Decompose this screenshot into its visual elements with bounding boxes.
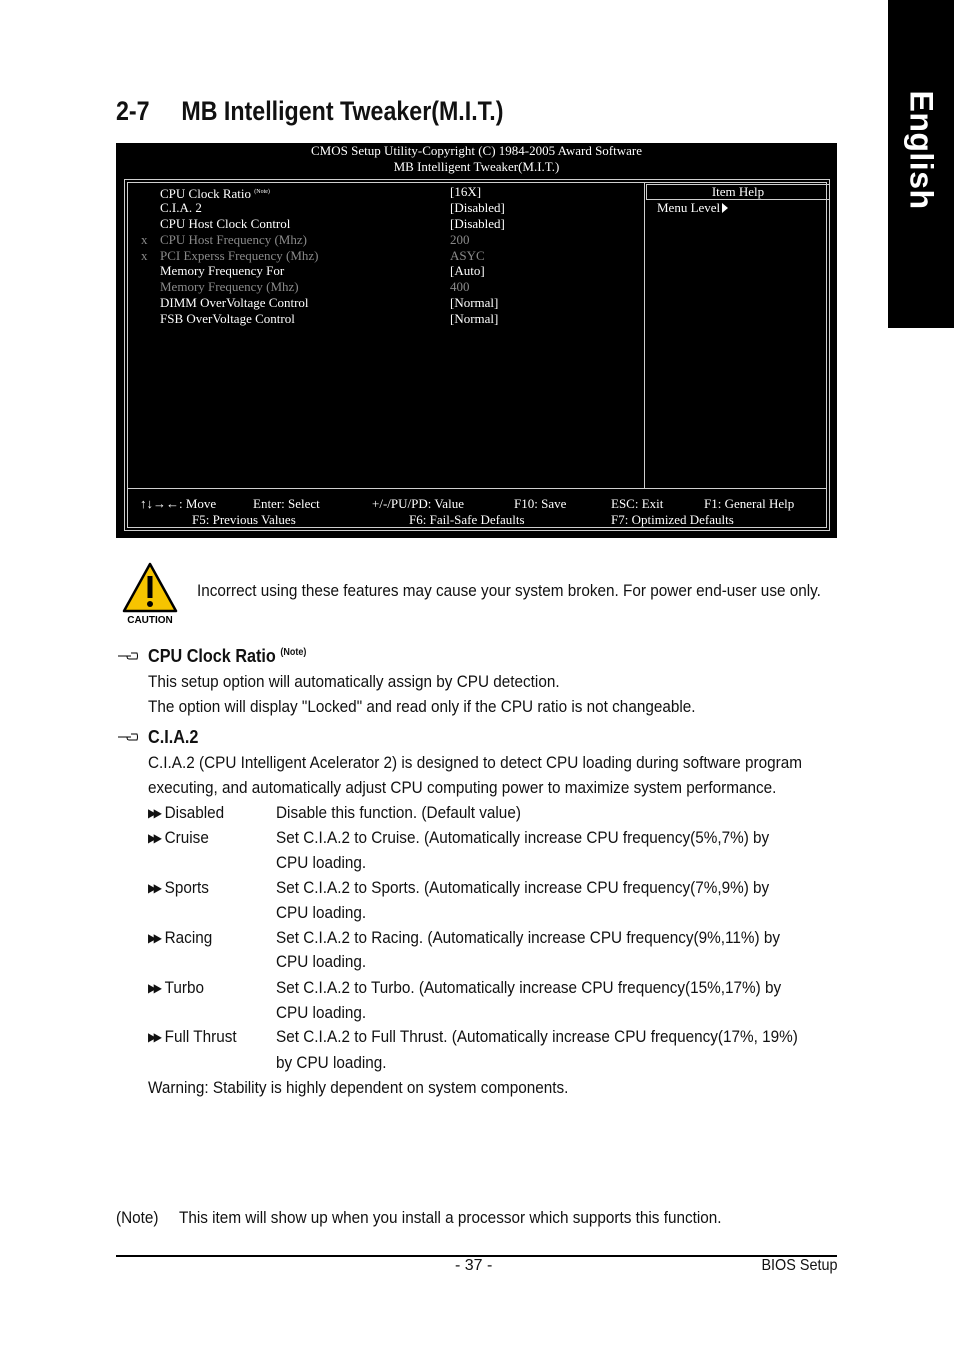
cia2-heading: C.I.A.2	[148, 727, 199, 747]
cpu-clock-ratio-line2: The option will display "Locked" and read only if the CPU ratio is not changeable.	[148, 697, 696, 716]
option-turbo	[148, 975, 204, 1001]
bios-row-label: CPU Host Frequency (Mhz)	[160, 232, 307, 247]
pointing-hand-icon	[117, 732, 139, 742]
option-racing-desc-cont: CPU loading.	[276, 952, 367, 971]
option-cruise-desc-cont: CPU loading.	[276, 853, 367, 872]
bios-row-disabled-mark: x	[141, 248, 148, 263]
bios-row-label-text: CPU Clock Ratio	[160, 186, 252, 201]
key-enter: Enter: Select	[253, 496, 320, 511]
option-full-thrust-desc: Set C.I.A.2 to Full Thrust. (Automatically increase CPU frequency(17%, 19%)	[276, 1027, 798, 1046]
bios-screen	[116, 143, 837, 538]
option-sports-desc-cont: CPU loading.	[276, 903, 367, 922]
bios-frame	[124, 179, 830, 531]
caution-icon	[122, 561, 178, 627]
section-title: MB Intelligent Tweaker(M.I.T.)	[181, 96, 504, 126]
bios-row-label: Memory Frequency For	[160, 263, 285, 278]
key-fail-safe-defaults: F6: Fail-Safe Defaults	[409, 512, 525, 527]
bios-row-label: Memory Frequency (Mhz)	[160, 279, 299, 294]
bios-row-note: (Note)	[254, 189, 270, 195]
bios-row-value: [Normal]	[450, 311, 499, 326]
key-previous-values: F5: Previous Values	[192, 512, 296, 527]
pointing-hand-icon	[117, 651, 139, 661]
bios-header-copyright: CMOS Setup Utility-Copyright (C) 1984-2005 Award Software	[310, 143, 642, 158]
option-cruise	[148, 825, 209, 851]
double-arrow-icon: ▶▶	[148, 831, 160, 845]
bios-row-value: [Disabled]	[450, 200, 505, 215]
option-full-thrust	[148, 1024, 237, 1050]
option-sports-desc: Set C.I.A.2 to Sports. (Automatically increase CPU frequency(7%,9%) by	[276, 878, 770, 897]
bios-row-value: [Normal]	[450, 295, 499, 310]
caution-icon-label: CAUTION	[127, 615, 173, 626]
option-name: Full Thrust	[164, 1027, 237, 1046]
bios-row-value: ASYC	[450, 248, 485, 263]
language-tab	[888, 0, 954, 328]
bios-row-value: [Auto]	[450, 263, 485, 278]
option-full-thrust-desc-cont: by CPU loading.	[276, 1053, 387, 1072]
option-name: Racing	[164, 928, 213, 947]
option-turbo-desc-cont: CPU loading.	[276, 1003, 367, 1022]
option-racing-desc: Set C.I.A.2 to Racing. (Automatically increase CPU frequency(9%,11%) by	[276, 928, 780, 947]
double-arrow-icon: ▶▶	[148, 981, 160, 995]
option-name: Disabled	[164, 803, 225, 822]
section-number: 2-7	[116, 96, 150, 126]
double-arrow-icon: ▶▶	[148, 931, 160, 945]
bios-header-title: MB Intelligent Tweaker(M.I.T.)	[393, 159, 560, 174]
page-title	[116, 96, 503, 127]
key-value: +/-/PU/PD: Value	[372, 496, 464, 511]
bios-row-value: [16X]	[450, 184, 482, 199]
bios-row-value: 200	[450, 232, 470, 247]
item-help-box: Item Help	[646, 184, 830, 200]
bios-row-label: PCI Experss Frequency (Mhz)	[160, 248, 319, 263]
menu-level	[657, 200, 728, 216]
key-save: F10: Save	[514, 496, 567, 511]
option-name: Cruise	[164, 828, 209, 847]
option-sports	[148, 875, 209, 901]
bios-row-value: 400	[450, 279, 470, 294]
key-optimized-defaults: F7: Optimized Defaults	[611, 512, 734, 527]
menu-level-label: Menu Level	[657, 200, 721, 215]
cpu-clock-ratio-heading	[148, 646, 306, 667]
bios-vertical-divider	[644, 183, 645, 488]
cia2-line1: C.I.A.2 (CPU Intelligent Acelerator 2) is designed to detect CPU loading during software program	[148, 753, 802, 772]
bios-row-disabled-mark: x	[141, 232, 148, 247]
option-turbo-desc: Set C.I.A.2 to Turbo. (Automatically increase CPU frequency(15%,17%) by	[276, 978, 782, 997]
key-general-help: F1: General Help	[704, 496, 795, 511]
cpu-clock-ratio-title: CPU Clock Ratio	[148, 646, 276, 666]
caution-text: Incorrect using these features may cause your system broken. For power end-user use only.	[197, 581, 821, 600]
key-exit: ESC: Exit	[611, 496, 664, 511]
option-disabled-desc: Disable this function. (Default value)	[276, 803, 521, 822]
cia2-line2: executing, and automatically adjust CPU computing power to maximize system performance.	[148, 778, 777, 797]
bios-row-value: [Disabled]	[450, 216, 505, 231]
language-tab-label: English	[903, 90, 940, 210]
option-name: Turbo	[164, 978, 205, 997]
option-disabled	[148, 800, 224, 826]
bios-horizontal-divider	[128, 488, 826, 489]
footnote-text: This item will show up when you install a processor which supports this function.	[179, 1208, 722, 1227]
bios-row-label: C.I.A. 2	[160, 200, 202, 215]
double-arrow-icon: ▶▶	[148, 881, 160, 895]
cpu-clock-ratio-line1: This setup option will automatically assign by CPU detection.	[148, 672, 560, 691]
bios-row-label: CPU Host Clock Control	[160, 216, 291, 231]
option-racing	[148, 925, 212, 951]
key-move: ↑↓→←: Move	[140, 496, 217, 511]
bios-inner-frame	[127, 182, 827, 528]
option-name: Sports	[164, 878, 209, 897]
footnote-label: (Note)	[116, 1208, 159, 1227]
footer-section: BIOS Setup	[760, 1257, 837, 1274]
double-arrow-icon: ▶▶	[148, 1030, 160, 1044]
page-number: - 37 -	[455, 1257, 493, 1274]
option-cruise-desc: Set C.I.A.2 to Cruise. (Automatically increase CPU frequency(5%,7%) by	[276, 828, 770, 847]
triangle-right-icon	[722, 203, 728, 213]
bios-row-label: FSB OverVoltage Control	[160, 311, 295, 326]
cia2-warning: Warning: Stability is highly dependent on system components.	[148, 1078, 569, 1097]
double-arrow-icon: ▶▶	[148, 806, 160, 820]
bios-row-label: DIMM OverVoltage Control	[160, 295, 309, 310]
cpu-clock-ratio-note: (Note)	[280, 647, 307, 658]
